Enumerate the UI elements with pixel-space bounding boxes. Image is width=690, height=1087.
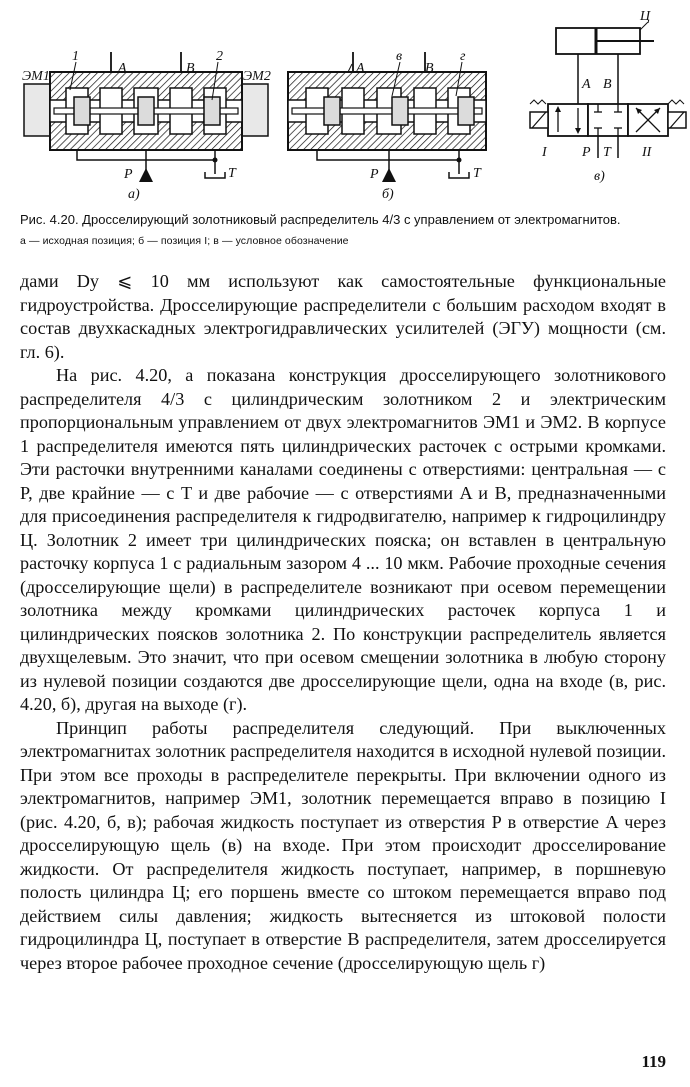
label-em2: ЭМ2 (243, 69, 271, 84)
spool-land (74, 97, 90, 125)
label-port-p: P (124, 167, 133, 182)
paragraph: Принцип работы распределителя следующий. При выключенных электромагнитах золотник распределителя находится в исходной нулевой позиции. При этом все проходы в распределителе перекрыты. При включении одного из электромагнитов, например ЭМ1, золотник перемещается вправо в позицию I (рис. 4.20, б, в); рабочая жидкость поступает из отверстия P в отверстие A через дросселирующую щель (в) на входе. При этом происходит дросселирование жидкости. От распределителя жидкость поступает, например, в поршневую полость цилиндра Ц; его поршень вместе со штоком перемещается вправо под действием силы давления; жидкость вытесняется из штоковой полости гидроцилиндра Ц, поступает в отверстие B распределителя, затем дросселируется через второе рабочее проходное сечение (дросселирующую щель г) (20, 717, 666, 973)
label-port-t: T (603, 145, 611, 160)
label-em1: ЭМ1 (22, 69, 50, 84)
label-tag-c: в) (594, 169, 605, 184)
label-port-p: P (582, 145, 591, 160)
label-edge-g: г (460, 49, 466, 64)
valve-b-drawing (288, 49, 486, 182)
label-num-2: 2 (216, 49, 223, 64)
spool-land (458, 97, 474, 125)
caption-legend: а — исходная позиция; б — позиция I; в — условное обозначение (20, 235, 349, 247)
label-port-b: B (186, 61, 195, 76)
label-port-b: B (425, 61, 434, 76)
coil-em1 (24, 84, 50, 136)
label-port-a: A (118, 61, 127, 76)
label-cylinder: Ц (640, 9, 651, 24)
label-num-1: 1 (72, 49, 79, 64)
paragraph: дами Dу ⩽ 10 мм используют как самостоятельные функциональные гидроустройства. Дросселирующие распределители с большим расходом входят в состав двухкаскадных электрогидравлических усилителей (ЭГУ) мощности (см. гл. 6). (20, 271, 666, 362)
paragraph: На рис. 4.20, а показана конструкция дросселирующего золотникового распределителя 4/3 с цилиндрическим золотником 2 и электрическим пропорциональным управлением от двух электромагнитов ЭМ1 и ЭМ2. В корпусе 1 распределителя имеются пять цилиндрических расточек с острыми кромками. Эти расточки внутренними каналами соединены с отверстиями: центральная — с P, две крайние — с T и две рабочие — с отверстиями A и B, предназначенными для присоединения распределителя к гидродвигателю, например к гидроцилиндру Ц. Золотник 2 имеет три цилиндрических пояска; он вставлен в центральную расточку корпуса 1 с радиальным зазором 4 ... 10 мкм. Рабочие проходные сечения (дросселирующие щели) в распределителе возникают при осевом перемещении золотника между кромками цилиндрических расточек корпуса 1 и цилиндрических поясков золотника 2. По конструкции распределитель является двухщелевым. Это значит, что при осевом смещении золотника в любую сторону из нулевой позиции создаются две дросселирующие щели, одна на входе (в, рис. 4.20, б), другая на выходе (г). (20, 365, 666, 714)
body-text (20, 270, 666, 975)
label-port-a: A (356, 61, 365, 76)
label-port-b: B (603, 77, 612, 92)
label-port-t: T (228, 166, 236, 181)
spool-land (138, 97, 154, 125)
spool-rod (292, 108, 482, 114)
figure-4-20 (0, 0, 690, 210)
spool-land (392, 97, 408, 125)
page-number: 119 (641, 1052, 666, 1071)
label-tag-b: б) (382, 187, 394, 202)
figure-caption (20, 212, 670, 249)
coil-em2 (242, 84, 268, 136)
spool-land (324, 97, 340, 125)
label-port-a: A (582, 77, 591, 92)
label-tag-a: а) (128, 187, 140, 202)
valve-a-drawing (24, 49, 268, 182)
caption-main: Рис. 4.20. Дросселирующий золотниковый распределитель 4/3 с управлением от электромагнитов. (20, 212, 621, 227)
label-position-i: I (542, 145, 547, 160)
spool-land (204, 97, 220, 125)
label-edge-v: в (396, 49, 403, 64)
label-port-t: T (473, 166, 481, 181)
label-position-ii: II (642, 145, 652, 160)
figure-drawing (0, 0, 690, 210)
label-port-p: P (370, 167, 379, 182)
